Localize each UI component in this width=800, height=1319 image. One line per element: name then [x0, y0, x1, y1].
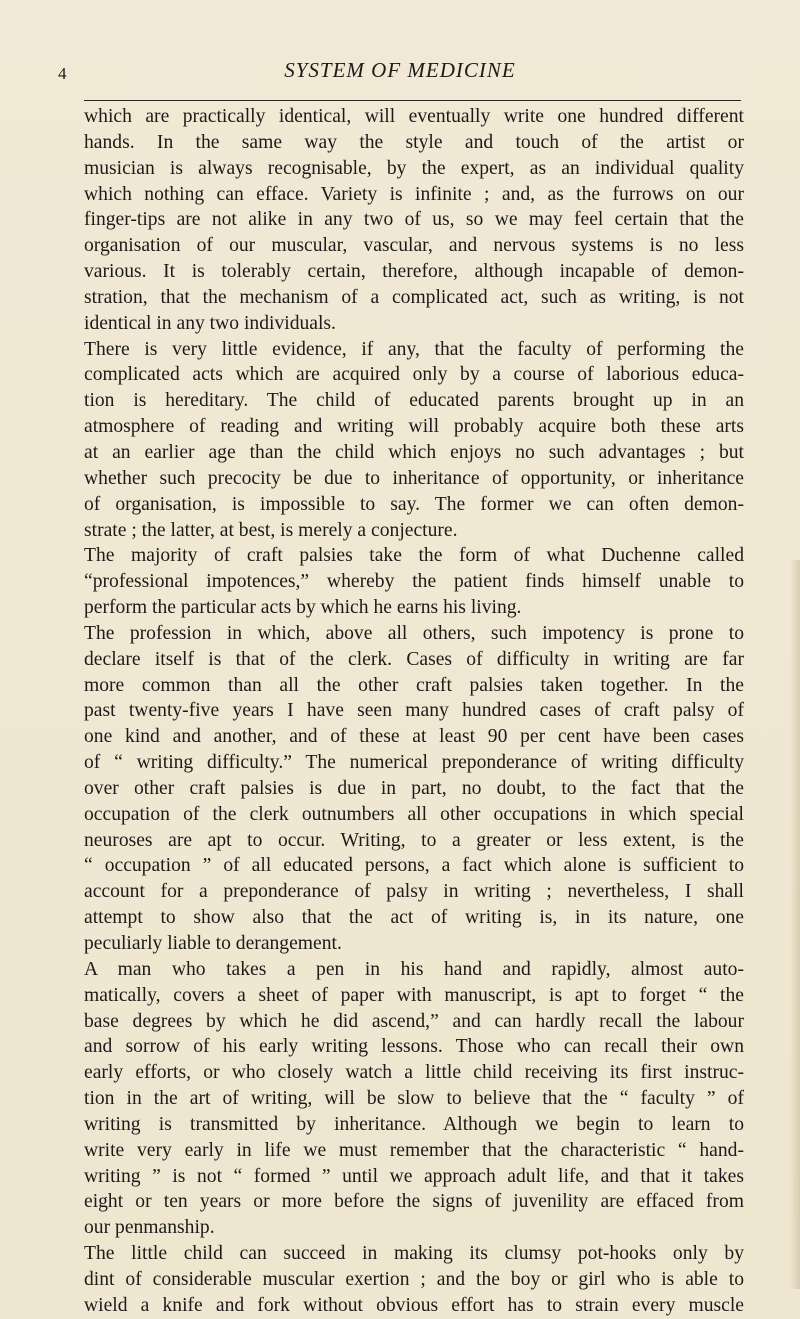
text-line: of “ writing difficulty.” The numerical preponderance of writing difficulty — [84, 752, 744, 774]
header-rule — [84, 100, 741, 101]
text-line: writing is transmitted by inheritance. Although we begin to learn to — [84, 1113, 744, 1135]
text-line: one kind and another, and of these at least 90 per cent have been cases — [84, 726, 744, 748]
text-line: strate ; the latter, at best, is merely a conjecture. — [84, 519, 458, 541]
text-line: There is very little evidence, if any, that the faculty of performing the — [84, 338, 744, 360]
text-line: “ occupation ” of all educated persons, a fact which alone is sufficient to — [84, 855, 744, 877]
text-line: identical in any two individuals. — [84, 312, 336, 334]
text-line: atmosphere of reading and writing will probably acquire both these arts — [84, 416, 744, 438]
text-line: and sorrow of his early writing lessons. Those who can recall their own — [84, 1036, 744, 1058]
text-line: declare itself is that of the clerk. Cases of difficulty in writing are far — [84, 648, 744, 670]
text-line: A man who takes a pen in his hand and rapidly, almost auto- — [84, 958, 744, 980]
body-text — [84, 104, 744, 1319]
text-line: “professional impotences,” whereby the patient finds himself unable to — [84, 571, 744, 593]
text-line: which nothing can efface. Variety is infinite ; and, as the furrows on our — [84, 183, 744, 205]
text-line: musician is always recognisable, by the expert, as an individual quality — [84, 157, 744, 179]
text-line: whether such precocity be due to inheritance of opportunity, or inheritance — [84, 467, 744, 489]
text-line: complicated acts which are acquired only by a course of laborious educa- — [84, 364, 744, 386]
text-line: various. It is tolerably certain, therefore, although incapable of demon- — [84, 261, 744, 283]
text-line: neuroses are apt to occur. Writing, to a greater or less extent, is the — [84, 829, 744, 851]
text-line: base degrees by which he did ascend,” and can hardly recall the labour — [84, 1010, 744, 1032]
text-line: more common than all the other craft palsies taken together. In the — [84, 674, 744, 696]
text-line: The profession in which, above all others, such impotency is prone to — [84, 622, 744, 644]
text-line: dint of considerable muscular exertion ; and the boy or girl who is able to — [84, 1268, 744, 1290]
text-line: at an earlier age than the child which enjoys no such advantages ; but — [84, 441, 744, 463]
text-line: past twenty-five years I have seen many hundred cases of craft palsy of — [84, 700, 744, 722]
text-line: occupation of the clerk outnumbers all other occupations in which special — [84, 803, 744, 825]
text-line: finger-tips are not alike in any two of us, so we may feel certain that the — [84, 209, 744, 231]
text-line: which are practically identical, will eventually write one hundred different — [84, 106, 744, 127]
text-line: write very early in life we must remember that the characteristic “ hand- — [84, 1139, 744, 1161]
text-line: perform the particular acts by which he earns his living. — [84, 597, 522, 619]
text-line: our penmanship. — [84, 1217, 215, 1239]
text-line: The majority of craft palsies take the form of what Duchenne called — [84, 545, 744, 567]
text-line: eight or ten years or more before the signs of juvenility are effaced from — [84, 1191, 744, 1213]
text-line: peculiarly liable to derangement. — [84, 933, 342, 954]
text-line: attempt to show also that the act of writing is, in its nature, one — [84, 907, 744, 929]
text-line: tion in the art of writing, will be slow to believe that the “ faculty ” of — [84, 1088, 744, 1110]
text-line: over other craft palsies is due in part, no doubt, to the fact that the — [84, 777, 744, 799]
text-line: tion is hereditary. The child of educated parents brought up in an — [84, 390, 744, 412]
text-line: The little child can succeed in making its clumsy pot-hooks only by — [84, 1243, 744, 1265]
text-line: hands. In the same way the style and touch of the artist or — [84, 131, 744, 153]
text-line: organisation of our muscular, vascular, and nervous systems is no less — [84, 235, 744, 257]
text-line: early efforts, or who closely watch a little child receiving its first instruc- — [84, 1062, 744, 1084]
text-line: wield a knife and fork without obvious effort has to strain every muscle — [84, 1294, 744, 1316]
text-line: stration, that the mechanism of a complicated act, such as writing, is not — [84, 286, 744, 308]
text-line: account for a preponderance of palsy in writing ; nevertheless, I shall — [84, 881, 744, 903]
running-head: SYSTEM OF MEDICINE — [284, 58, 516, 82]
page-edge-shadow — [790, 560, 800, 1289]
page-number: 4 — [58, 64, 67, 83]
text-line: writing ” is not “ formed ” until we approach adult life, and that it takes — [84, 1165, 744, 1187]
page-header — [58, 58, 742, 88]
text-line: matically, covers a sheet of paper with manuscript, is apt to forget “ the — [84, 984, 744, 1006]
text-line: of organisation, is impossible to say. The former we can often demon- — [84, 493, 744, 515]
